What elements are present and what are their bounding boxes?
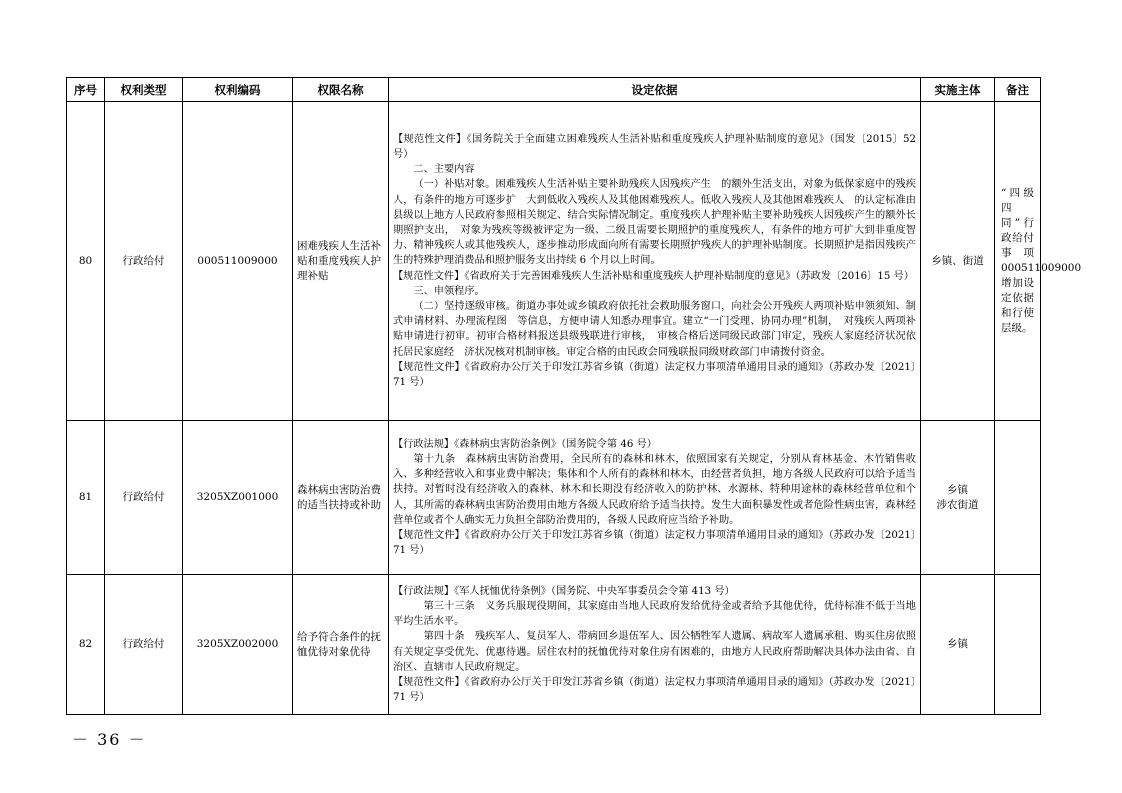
header-note: 备注 xyxy=(995,78,1041,102)
row-no: 82 xyxy=(67,575,105,715)
table-row xyxy=(67,575,1041,715)
header-basis: 设定依据 xyxy=(389,78,921,102)
basis-paragraph: 第十九条 森林病虫害防治费用，全民所有的森林和林木，依照国家有关规定，分别从育林基金、木竹销售收入、多种经营收入和事业费中解决；集体和个人所有的森林和林木，由经营者负担，地方各级人民政府可以给予适当扶持。对暂时没有经济收入的森林、林木和长期没有经济收入的防护林、水源林、特种用途林的森林经营单位和个人，其所需的森林病虫害防治费用由地方各级人民政府给予适当扶持。发生大面积暴发性或者危险性病虫害，森林经营单位或者个人确实无力负担全部防治费用的，各级人民政府应当给予补助。 xyxy=(393,453,916,526)
basis-paragraph: （一）补贴对象。困难残疾人生活补贴主要补助残疾人因残疾产生 的额外生活支出，对象为低保家庭中的残疾人，有条件的地方可逐步扩 大到低收入残疾人及其他困难残疾人。低收入残疾人及其他困难残疾人 的认定标准由县级以上地方人民政府参照相关规定、结合实际情况制定。重度残疾人护理补贴主要补助残疾人因残疾产生的额外长期照护支出， 对象为残疾等级被评定为一级、二级且需要长期照护的重度残疾人，有条件的地方可扩大到非重度智力、精神残疾人或其他残疾人，逐步推动形成面向所有需要长期照护残疾人的护理补贴制度。长期照护是指因残疾产生的特殊护理消费品和照护服务支出持续 6 个月以上时间。 xyxy=(393,179,916,267)
basis-paragraph: （二）坚持逐级审核。街道办事处或乡镇政府依托社会救助服务窗口，向社会公开残疾人两项补贴申领须知、制式申请材料、办理流程图 等信息，方便申请人知悉办理事宜。建立“一门受理、协同办理”机制， 对残疾人两项补贴申请进行初审。初审合格材料报送县级残联进行审核， 审核合格后送同级民政部门审定，残疾人家庭经济状况依托居民家庭经 济状况核对机制审核。审定合格的由民政会同残联报同级财政部门申请拨付资金。 xyxy=(393,301,916,358)
row-code: 3205XZ001000 xyxy=(183,421,293,575)
row-type: 行政给付 xyxy=(105,102,183,421)
basis-paragraph: 第三十三条 义务兵服现役期间，其家庭由当地人民政府发给优待金或者给予其他优待，优待标准不低于当地平均生活水平。 xyxy=(393,600,916,628)
row-basis xyxy=(389,102,921,421)
table-header-row xyxy=(67,78,1041,102)
row-name: 困难残疾人生活补贴和重度残疾人护理补贴 xyxy=(293,102,389,421)
header-no: 序号 xyxy=(67,78,105,102)
row-no: 80 xyxy=(67,102,105,421)
page-number: － 36 － xyxy=(72,730,147,749)
row-subject: 乡镇 xyxy=(921,575,995,715)
row-code: 000511009000 xyxy=(183,102,293,421)
row-type: 行政给付 xyxy=(105,575,183,715)
header-type: 权利类型 xyxy=(105,78,183,102)
basis-paragraph: 【规范性文件】《省政府办公厅关于印发江苏省乡镇（街道）法定权力事项清单通用目录的通知》（苏政办发〔2021〕71 号） xyxy=(393,361,916,389)
row-subject: 乡镇、街道 xyxy=(921,102,995,421)
row-basis xyxy=(389,575,921,715)
basis-paragraph: 【规范性文件】《省政府办公厅关于印发江苏省乡镇（街道）法定权力事项清单通用目录的通知》（苏政办发〔2021〕71 号） xyxy=(393,529,916,557)
rights-table xyxy=(66,77,1082,715)
basis-paragraph: 【行政法规】《森林病虫害防治条例》（国务院令第 46 号） xyxy=(393,438,657,450)
row-name: 给予符合条件的抚恤优待对象优待 xyxy=(293,575,389,715)
row-note xyxy=(995,575,1041,715)
rights-table-container xyxy=(66,77,1082,715)
header-subject: 实施主体 xyxy=(921,78,995,102)
basis-paragraph: 【规范性文件】《国务院关于全面建立困难残疾人生活补贴和重度残疾人护理补贴制度的意见》（国发〔2015〕52 号） xyxy=(393,133,916,160)
row-name: 森林病虫害防治费的适当扶持或补助 xyxy=(293,421,389,575)
basis-paragraph: 【规范性文件】《省政府办公厅关于印发江苏省乡镇（街道）法定权力事项清单通用目录的通知》（苏政办发〔2021〕71 号） xyxy=(393,676,916,704)
row-type: 行政给付 xyxy=(105,421,183,575)
basis-paragraph: 三、申领程序。 xyxy=(413,285,485,297)
table-row xyxy=(67,421,1041,575)
header-name: 权限名称 xyxy=(293,78,389,102)
row-basis xyxy=(389,421,921,575)
table-row xyxy=(67,102,1041,421)
row-note: “四级四同”行政给付事项 000511009000 增加设定依据和行使层级。 xyxy=(995,102,1041,421)
row-note xyxy=(995,421,1041,575)
row-code: 3205XZ002000 xyxy=(183,575,293,715)
basis-paragraph: 【行政法规】《军人抚恤优待条例》（国务院、中央军事委员会令第 413 号） xyxy=(393,585,735,597)
basis-paragraph: 二、主要内容 xyxy=(413,164,475,176)
row-subject: 乡镇 涉农街道 xyxy=(921,421,995,575)
row-no: 81 xyxy=(67,421,105,575)
basis-paragraph: 【规范性文件】《省政府关于完善困难残疾人生活补贴和重度残疾人护理补贴制度的意见》（苏政发〔2016〕15 号） xyxy=(393,270,914,282)
header-code: 权利编码 xyxy=(183,78,293,102)
basis-paragraph: 第四十条 残疾军人、复员军人、带病回乡退伍军人、因公牺牲军人遗属、病故军人遗属承租、购买住房依照有关规定享受优先、优惠待遇。居住农村的抚恤优待对象住房有困难的，由地方人民政府帮助解决具体办法由省、自治区、直辖市人民政府规定。 xyxy=(393,631,916,673)
